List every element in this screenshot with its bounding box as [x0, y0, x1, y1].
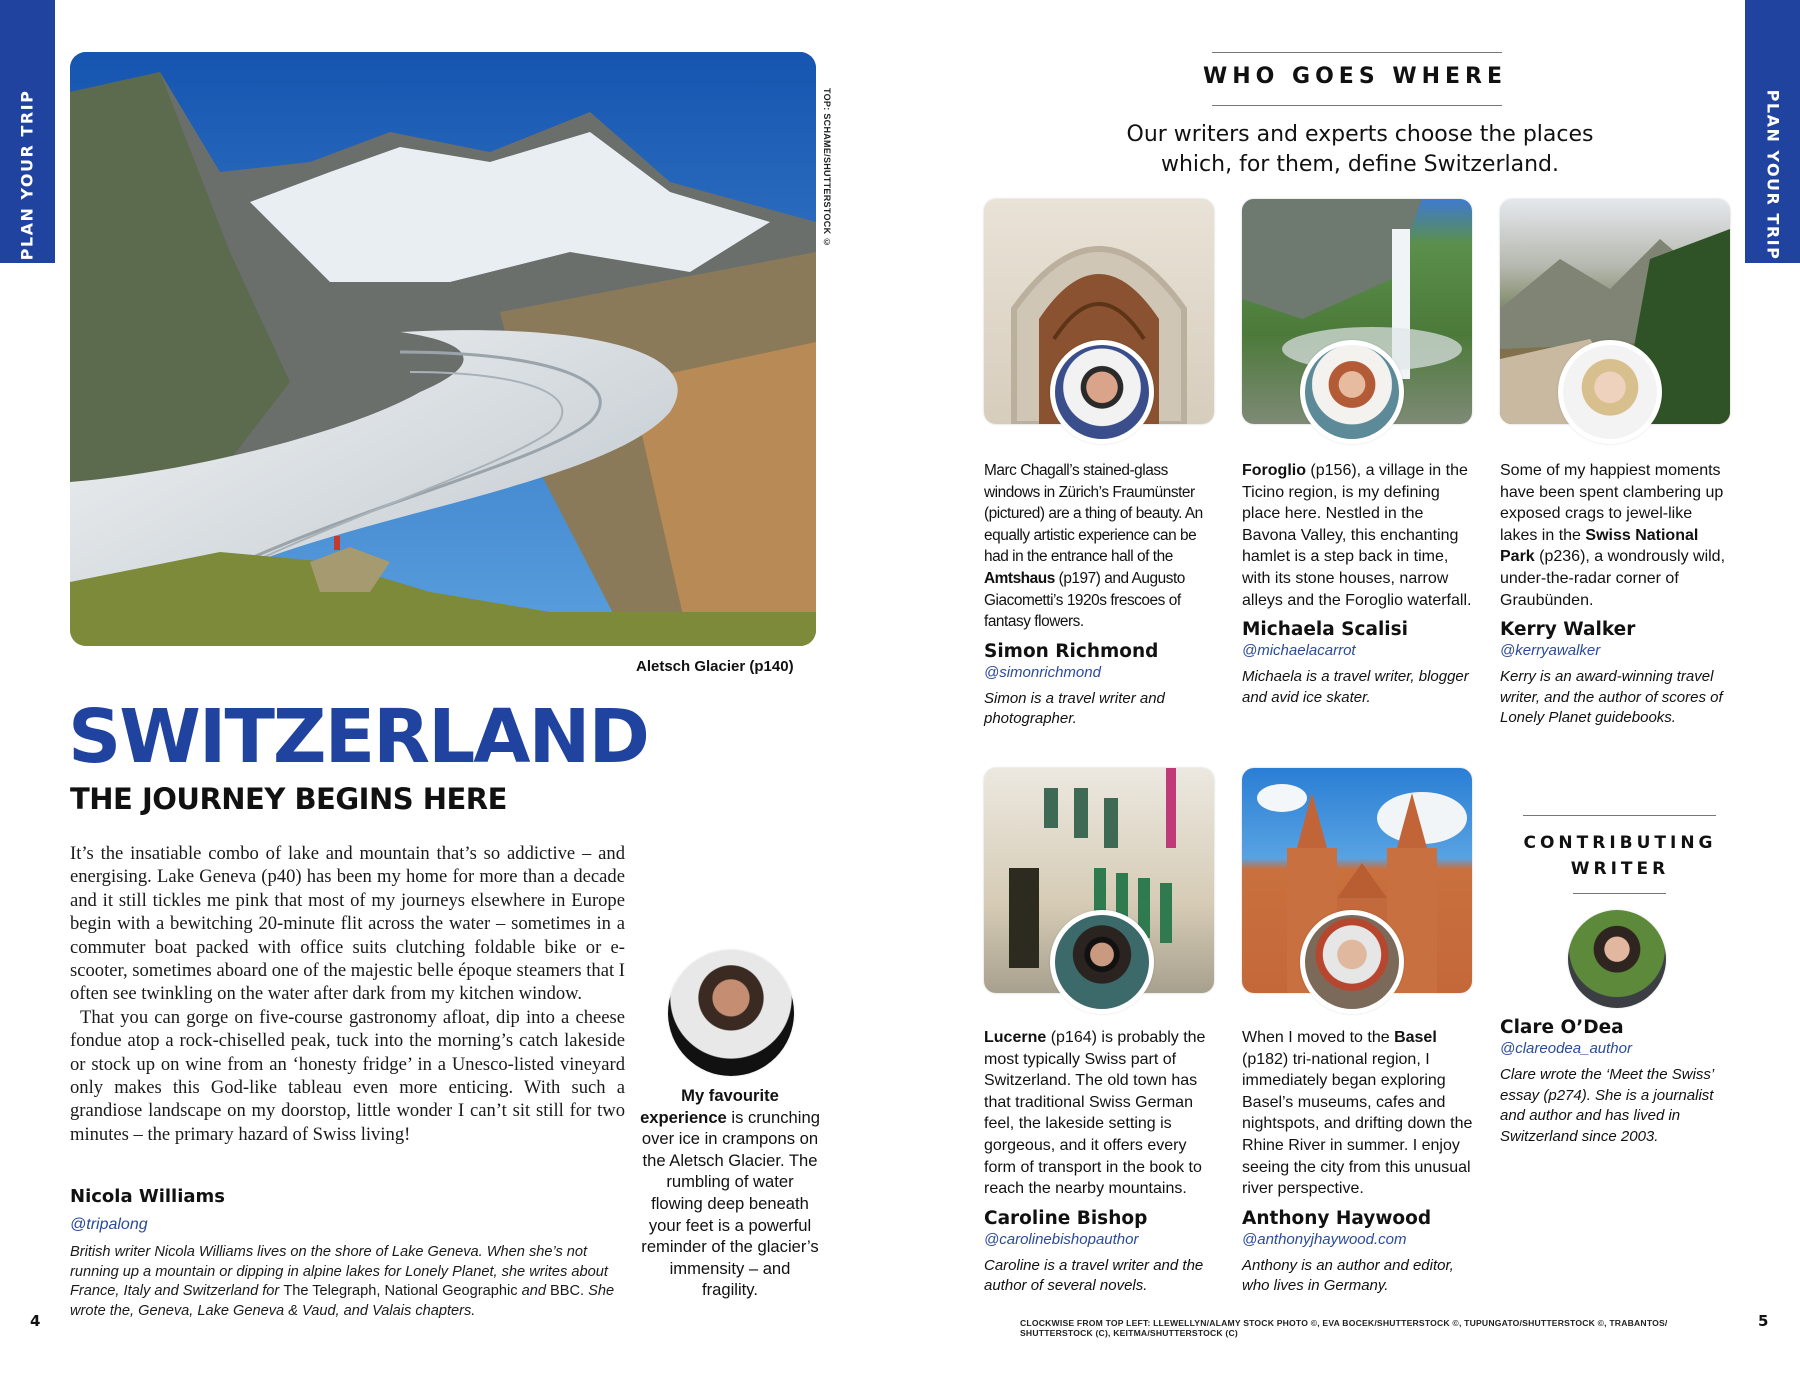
writer-handle-link[interactable]: @anthonyjhaywood.com	[1242, 1230, 1407, 1248]
writer-bio: Simon is a travel writer and photographer.	[984, 689, 1165, 728]
author-bio-text: She wrote the, Geneva, Lake Geneva & Vaud, and Valais chapters.	[70, 1283, 615, 1319]
heading-line: WRITER	[1570, 859, 1670, 879]
subheading-line: which, for them, define Switzerland.	[1161, 152, 1559, 177]
writer-pick-text	[1242, 1027, 1474, 1200]
writer-bio: Caroline is a travel writer and the author of several novels.	[984, 1256, 1204, 1295]
writer-handle-link[interactable]: @simonrichmond	[984, 663, 1101, 681]
writer-name: Michaela Scalisi	[1242, 619, 1408, 641]
writer-name: Caroline Bishop	[984, 1207, 1148, 1229]
avatar-kerry-walker	[1558, 340, 1662, 444]
page-number-left: 4	[30, 1312, 41, 1330]
author-bio-text: and	[517, 1283, 550, 1300]
writer-name: Kerry Walker	[1500, 619, 1636, 641]
avatar-caroline-bishop	[1050, 910, 1154, 1014]
divider	[1212, 52, 1502, 53]
avatar-clare-odea	[1568, 910, 1666, 1008]
glacier-landscape-image	[70, 52, 816, 646]
author-bio-text: British writer Nicola Williams lives on the shore of Lake Geneva. When she’s not running up a mountain or dipping in alpine lakes for Lonely Planet, she writes about France, Italy and Switzerland for	[70, 1244, 608, 1300]
pick-text: Marc Chagall’s stained-glass windows in Zürich’s Fraumünster (pictured) are a thing of beauty. An equally artistic experience can be had in the entrance hall of the	[984, 462, 1203, 566]
hero-photo-aletsch-glacier	[70, 52, 816, 646]
writer-handle-link[interactable]: @kerryawalker	[1500, 642, 1601, 660]
divider	[1573, 893, 1666, 894]
photo-credits: CLOCKWISE FROM TOP LEFT: LLEWELLYN/ALAMY STOCK PHOTO ©, EVA BOCEK/SHUTTERSTOCK ©, TUPUNGATO/SHUTTERSTOCK ©, TRABANTOS/ SHUTTERSTOCK (C), KEITMA/SHUTTERSTOCK (C)	[1020, 1318, 1668, 1338]
section-tab-label: PLAN YOUR TRIP	[17, 89, 37, 261]
favourite-lead: My favourite experience	[640, 1086, 779, 1127]
hero-caption: Aletsch Glacier (p140)	[636, 658, 794, 675]
intro-text	[70, 842, 625, 1146]
writer-bio: Michaela is a travel writer, blogger and avid ice skater.	[1242, 668, 1469, 706]
page-subtitle: THE JOURNEY BEGINS HERE	[70, 782, 507, 816]
intro-paragraph: That you can gorge on five-course gastronomy afloat, dip into a cheese fondue atop a rock-chiselled peak, tuck into the morning’s catch lakeside or stock up on wine from an ‘honesty fridge’ in a Unesco-listed vineyard only makes this God-like tableau even more enticing. With such a grandiose landscape on my doorstop, little wonder I can’t sit still for two minutes – the primary hazard of Swiss living!	[70, 1006, 625, 1145]
publication-name: The Telegraph, National Geographic	[283, 1283, 518, 1300]
section-subheading	[1100, 120, 1620, 180]
author-handle-link[interactable]: @tripalong	[70, 1216, 148, 1233]
writer-handle-link[interactable]: @michaelacarrot	[1242, 642, 1356, 660]
section-heading: WHO GOES WHERE	[1202, 64, 1507, 89]
writer-name: Clare O’Dea	[1500, 1017, 1624, 1038]
divider	[1212, 105, 1502, 106]
subheading-line: Our writers and experts choose the places	[1126, 122, 1594, 147]
section-tab-right	[1745, 0, 1800, 263]
writer-pick-text	[984, 460, 1216, 633]
pick-text: (p236), a wondrously wild, under-the-radar corner of Graubünden.	[1500, 548, 1726, 609]
contributing-writer-heading	[1505, 830, 1735, 882]
place-name: Lucerne	[984, 1029, 1047, 1046]
writer-name: Anthony Haywood	[1242, 1207, 1432, 1229]
writer-pick-text	[1242, 460, 1474, 611]
author-name: Nicola Williams	[70, 1186, 226, 1207]
writer-pick-text	[1500, 460, 1732, 611]
author-bio	[70, 1243, 630, 1321]
intro-paragraph: It’s the insatiable combo of lake and mountain that’s so addictive – and energising. Lake Geneva (p40) has been my home for more than a decade and it still tickles me pink that most of my journeys elsewhere in Europe begin with a bewitching 20-minute flit across the water – sometimes in a commuter boat packed with office suits clutching foldable bike or e-scooter, sometimes aboard one of the majestic belle époque steamers that I often see twinkling on the water after dark from my kitchen window.	[70, 843, 625, 1005]
pick-text: (p197) and Augusto Giacometti’s 1920s frescoes of fantasy flowers.	[984, 569, 1185, 631]
page-number-right: 5	[1758, 1312, 1769, 1330]
publication-name: BBC.	[550, 1283, 585, 1300]
writer-card-michaela-scalisi	[1242, 460, 1474, 708]
place-name: Swiss National Park	[1500, 526, 1699, 566]
writer-card-clare-odea	[1500, 1017, 1732, 1147]
pick-text: (p164) is probably the most typically Swiss part of Switzerland. The old town has that traditional Swiss German feel, the lakeside setting is gorgeous, and it offers every form of transport in the book to reach the nearby mountains.	[984, 1029, 1206, 1198]
favourite-experience	[640, 1085, 820, 1301]
writer-card-kerry-walker	[1500, 460, 1732, 729]
divider	[1523, 815, 1716, 816]
place-name: Foroglio	[1242, 462, 1306, 479]
writer-card-anthony-haywood	[1242, 1027, 1474, 1297]
heading-line: CONTRIBUTING	[1523, 833, 1717, 853]
writer-bio: Kerry is an award-winning travel writer, and the author of scores of Lonely Planet guidebooks.	[1500, 668, 1723, 727]
pick-text: (p182) tri-national region, I immediately began exploring Basel’s museums, cafes and nightspots, and drifting down the Rhine River in summer. I enjoy seeing the city from this unusual river perspective.	[1242, 1050, 1473, 1198]
writer-card-caroline-bishop	[984, 1027, 1216, 1297]
place-name: Basel	[1394, 1029, 1437, 1046]
section-tab-label: PLAN YOUR TRIP	[1763, 89, 1783, 261]
favourite-text: is crunching over ice in crampons on the Aletsch Glacier. The rumbling of water flowing deep beneath your feet is a powerful reminder of the glacier’s immensity – and fragility.	[641, 1107, 820, 1300]
writer-name: Simon Richmond	[984, 640, 1159, 662]
hero-photo-credit: TOP: SCHAME/SHUTTERSTOCK ©	[822, 88, 832, 248]
avatar-michaela-scalisi	[1300, 340, 1404, 444]
avatar-simon-richmond	[1050, 340, 1154, 444]
place-name: Amtshaus	[984, 569, 1055, 587]
writer-bio: Anthony is an author and editor, who lives in Germany.	[1242, 1256, 1454, 1295]
avatar-anthony-haywood	[1300, 910, 1404, 1014]
writer-card-simon-richmond	[984, 460, 1216, 730]
writer-bio: Clare wrote the ‘Meet the Swiss’ essay (p274). She is a journalist and author and has lived in Switzerland since 2003.	[1500, 1066, 1714, 1145]
author-avatar	[668, 950, 794, 1076]
writer-pick-text	[984, 1027, 1216, 1200]
pick-text: Some of my happiest moments have been spent clambering up exposed crags to jewel-like lakes in the	[1500, 462, 1724, 544]
section-tab-left	[0, 0, 55, 263]
page-title: SWITZERLAND	[68, 694, 648, 780]
writer-handle-link[interactable]: @clareodea_author	[1500, 1040, 1632, 1057]
pick-text: When I moved to the	[1242, 1029, 1395, 1046]
pick-text: (p156), a village in the Ticino region, is my defining place here. Nestled in the Bavona Valley, this enchanting hamlet is a step back in time, with its stone houses, narrow alleys and the Foroglio waterfall.	[1242, 462, 1472, 609]
writer-handle-link[interactable]: @carolinebishopauthor	[984, 1230, 1139, 1248]
